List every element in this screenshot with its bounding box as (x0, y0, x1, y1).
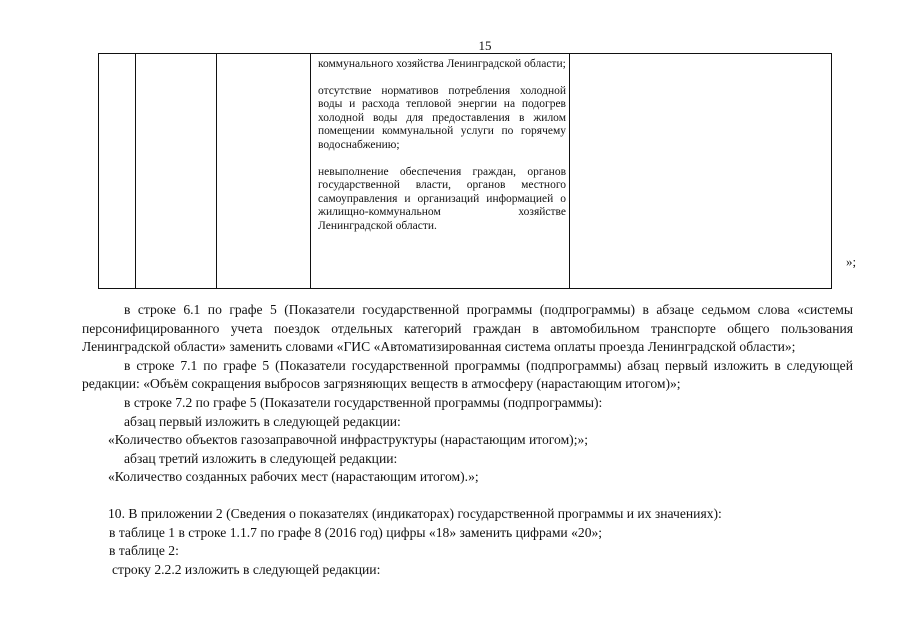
paragraph-row-7-1: в строке 7.1 по графе 5 (Показатели государственной программы (подпрограммы) абзац первый изложить в следующей редакции: «Объём сокращения выбросов загрязняющих веществ в атмосферу (нарастающим итогом)»; (82, 357, 853, 392)
paragraph-quote-gas: «Количество объектов газозаправочной инфраструктуры (нарастающим итогом);»; (108, 432, 589, 448)
paragraph-table-2: в таблице 2: (109, 543, 179, 559)
cell-paragraph-2: отсутствие нормативов потребления холодной воды и расхода тепловой энергии на подогрев холодной воды для предоставления в жилом помещении коммунальной услуги по горячему водоснабжению; (318, 84, 566, 151)
paragraph-third-abzac: абзац третий изложить в следующей редакции: (124, 450, 398, 466)
paragraph-row-6-1: в строке 6.1 по графе 5 (Показатели государственной программы (подпрограммы) в абзаце седьмом слова «системы персонифицированного учета поездок отдельных категорий граждан в автомобильном транспорте общего пользования Ленинградской области» заменить словами «ГИС «Автоматизированная система оплаты проезда Ленинградской области»; (82, 302, 853, 355)
cell-text (311, 54, 569, 234)
table-cell-5 (570, 54, 832, 289)
paragraph-row-2-2-2: строку 2.2.2 изложить в следующей редакции: (112, 561, 381, 577)
table-cell-2 (136, 54, 217, 289)
paragraph-first-abzac: абзац первый изложить в следующей редакции: (124, 413, 401, 429)
cell-paragraph-3: невыполнение обеспечения граждан, органов государственной власти, органов местного самоуправления и организаций информацией о жилищно-коммунальном хозяйстве Ленинградской области. (318, 165, 566, 232)
page-number: 15 (478, 38, 492, 53)
table-cell-3 (217, 54, 311, 289)
cell-paragraph-1: коммунального хозяйства Ленинградской области; (318, 58, 566, 70)
paragraph-row-7-2: в строке 7.2 по графе 5 (Показатели государственной программы (подпрограммы): (124, 394, 603, 410)
paragraph-table-1: в таблице 1 в строке 1.1.7 по графе 8 (2016 год) цифры «18» заменить цифрами «20»; (109, 524, 603, 540)
table-cell-1 (99, 54, 136, 289)
amendment-table (98, 53, 832, 289)
spacer (82, 487, 853, 505)
paragraph-item-10: 10. В приложении 2 (Сведения о показателях (индикаторах) государственной программы и их значениях): (108, 505, 722, 521)
body-text (82, 301, 853, 579)
closing-quote: »; (846, 254, 857, 269)
paragraph-quote-jobs: «Количество созданных рабочих мест (нарастающим итогом).»; (108, 469, 479, 485)
table-row (99, 54, 832, 289)
table-cell-4 (311, 54, 570, 289)
